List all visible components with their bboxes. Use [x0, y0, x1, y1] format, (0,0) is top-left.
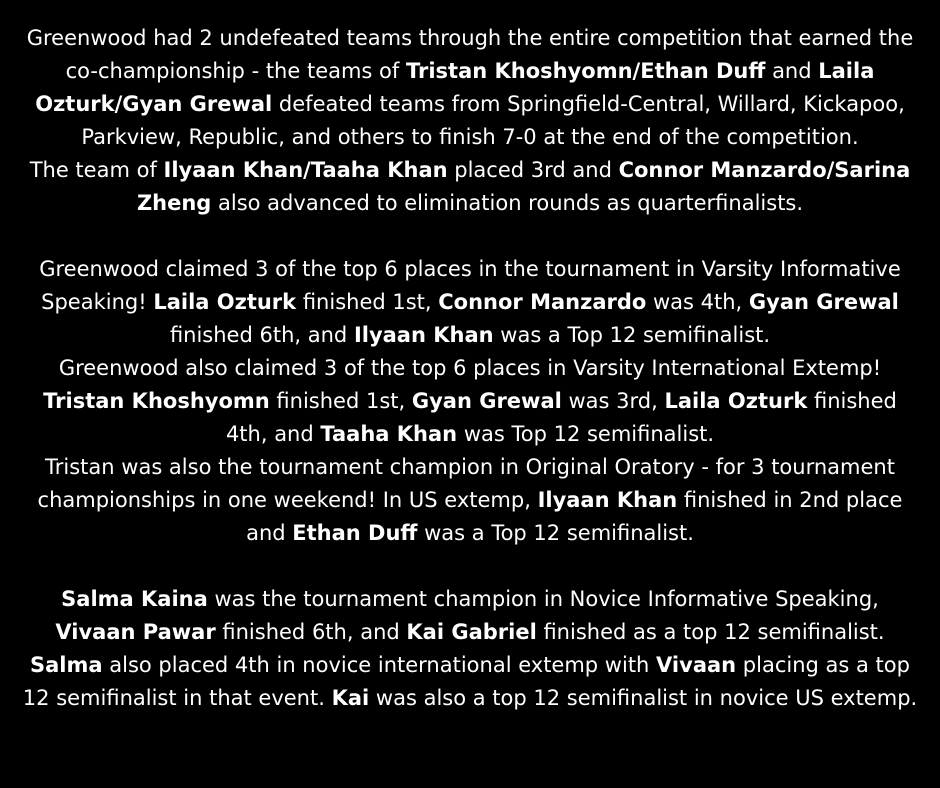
paragraph-text: Tristan was also the tournament champion in Original Oratory - for 3 tournament championships in one weekend! In US extemp, — [37, 455, 895, 512]
student-name: Ilyaan Khan — [353, 323, 494, 347]
paragraph-text: finished 6th, and — [215, 620, 407, 644]
paragraph — [20, 385, 920, 451]
student-name: Taaha Khan — [320, 422, 458, 446]
paragraph-text: Greenwood claimed 3 of the top 6 places in the tournament in Varsity Informative Speaking! — [39, 257, 901, 314]
student-name: Laila Ozturk — [664, 389, 808, 413]
student-name: Kai — [331, 686, 370, 710]
student-name: Ilyaan Khan/Taaha Khan — [163, 158, 448, 182]
paragraph-text: also advanced to elimination rounds as quarterfinalists. — [211, 191, 804, 215]
student-name: Vivaan Pawar — [55, 620, 216, 644]
paragraph — [20, 352, 920, 385]
paragraph-text: Greenwood also claimed 3 of the top 6 places in Varsity International Extemp! — [58, 356, 882, 380]
student-name: Gyan Grewal — [748, 290, 899, 314]
paragraph-text: also placed 4th in novice international extemp with — [102, 653, 657, 677]
paragraph-text: finished in 2nd place and — [246, 488, 903, 545]
paragraph-text: was 3rd, — [561, 389, 665, 413]
student-name: Laila Ozturk/Gyan Grewal — [35, 59, 875, 116]
student-name: Vivaan — [656, 653, 737, 677]
paragraph-text: Greenwood had 2 undefeated teams through the entire competition that earned the co-championship - the teams of — [26, 26, 914, 83]
paragraph-text: finished 1st, — [269, 389, 412, 413]
paragraph-text: placing as a top 12 semifinalist in that event. — [22, 653, 910, 710]
paragraph-text: was also a top 12 semifinalist in novice US extemp. — [369, 686, 918, 710]
paragraph — [20, 451, 920, 550]
paragraph-text: and — [765, 59, 819, 83]
paragraph-text: placed 3rd and — [447, 158, 619, 182]
news-article — [20, 22, 920, 715]
paragraph — [20, 253, 920, 352]
paragraph-text: finished 1st, — [296, 290, 439, 314]
student-name: Salma Kaina — [61, 587, 208, 611]
paragraph-text: finished 6th, and — [169, 323, 354, 347]
student-name: Connor Manzardo — [438, 290, 647, 314]
paragraph-text: The team of — [29, 158, 164, 182]
paragraph-text: was a Top 12 semifinalist. — [417, 521, 694, 545]
student-name: Connor Manzardo/Sarina Zheng — [136, 158, 911, 215]
student-name: Tristan Khoshyomn — [43, 389, 270, 413]
paragraph-text: was the tournament champion in Novice Informative Speaking, — [207, 587, 879, 611]
student-name: Laila Ozturk — [153, 290, 297, 314]
paragraph-spacer — [20, 550, 920, 583]
paragraph-spacer — [20, 220, 920, 253]
paragraph — [20, 154, 920, 220]
paragraph-text: was Top 12 semifinalist. — [457, 422, 715, 446]
paragraph-text: was 4th, — [646, 290, 749, 314]
student-name: Kai Gabriel — [406, 620, 537, 644]
paragraph-text: finished as a top 12 semifinalist. — [536, 620, 885, 644]
paragraph-text: finished 4th, and — [225, 389, 897, 446]
student-name: Tristan Khoshyomn/Ethan Duff — [405, 59, 766, 83]
paragraph — [20, 22, 920, 154]
student-name: Ethan Duff — [292, 521, 418, 545]
student-name: Gyan Grewal — [411, 389, 562, 413]
paragraph — [20, 583, 920, 715]
paragraph-text: was a Top 12 semifinalist. — [493, 323, 771, 347]
student-name: Ilyaan Khan — [537, 488, 678, 512]
paragraph-text: defeated teams from Springfield-Central, Willard, Kickapoo, Parkview, Republic, and others to finish 7-0 at the end of the competition. — [81, 92, 905, 149]
student-name: Salma — [30, 653, 103, 677]
